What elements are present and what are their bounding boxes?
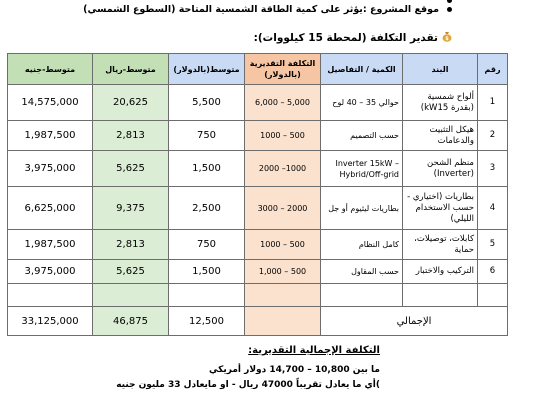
table-header-row: [8, 54, 508, 85]
cell-item: هيكل التثبيت والدعامات: [403, 121, 478, 151]
cell-usd: 2,500: [169, 187, 245, 230]
summary-line-equivalent: )أي ما يعادل تقريباً 47000 ريال - او مايعادل 33 مليون جنيه: [116, 380, 380, 390]
header-usd: متوسط(بالدولار): [169, 54, 245, 85]
bullet-dot-icon: [447, 7, 452, 12]
cell-spec: حوالي 35 – 40 لوح: [321, 85, 403, 121]
cell-spec: Inverter 15kW – Hybrid/Off-grid: [321, 151, 403, 187]
cell-num: 6: [478, 260, 508, 284]
cell-blank: [403, 284, 478, 307]
table-row-blank: [8, 284, 508, 307]
bullet-text: موقع المشروع :يؤثر على كمية الطاقة الشمسية المتاحة (السطوع الشمسي): [83, 4, 439, 15]
cell-egp: 6,625,000: [8, 187, 93, 230]
cell-spec: بطاريات ليثيوم أو جل: [321, 187, 403, 230]
cell-blank: [245, 284, 321, 307]
cell-blank: [478, 284, 508, 307]
total-egp: 33,125,000: [8, 307, 93, 336]
cell-item: كابلات، توصيلات، حماية: [403, 230, 478, 260]
header-num: رقم: [478, 54, 508, 85]
cell-num: 2: [478, 121, 508, 151]
cell-range: 6,000 – 5,000: [245, 85, 321, 121]
header-sar: متوسط-ريال: [93, 54, 169, 85]
table-row: [8, 151, 508, 187]
table-row: [8, 85, 508, 121]
cell-range: 3000 – 2000: [245, 187, 321, 230]
cell-egp: 3,975,000: [8, 260, 93, 284]
cell-range: 1000 – 500: [245, 230, 321, 260]
cell-item: التركيب والاختبار: [403, 260, 478, 284]
money-bag-icon: [442, 31, 452, 42]
header-range: التكلفة التقديرية (بالدولار): [245, 54, 321, 85]
cell-sar: 2,813: [93, 121, 169, 151]
cell-egp: 14,575,000: [8, 85, 93, 121]
cell-sar: 9,375: [93, 187, 169, 230]
cost-table: [7, 53, 508, 336]
cell-num: 1: [478, 85, 508, 121]
cell-sar: 2,813: [93, 230, 169, 260]
header-spec: الكمية / التفاصيل: [321, 54, 403, 85]
cell-egp: 1,987,500: [8, 121, 93, 151]
cell-sar: 5,625: [93, 260, 169, 284]
table-row: [8, 121, 508, 151]
cell-sar: 20,625: [93, 85, 169, 121]
total-range-blank: [245, 307, 321, 336]
cell-blank: [93, 284, 169, 307]
table-row-total: [8, 307, 508, 336]
cell-item: ألواح شمسية (بقدرة kW15): [403, 85, 478, 121]
cell-blank: [169, 284, 245, 307]
section-title-text: تقدير التكلفة (لمحطة 15 كيلووات):: [253, 32, 438, 44]
header-item: البند: [403, 54, 478, 85]
cell-blank: [321, 284, 403, 307]
summary-title: التكلفة الإجمالية التقديرية:: [248, 345, 380, 356]
total-sar: 46,875: [93, 307, 169, 336]
cell-num: 5: [478, 230, 508, 260]
cell-num: 4: [478, 187, 508, 230]
cell-range: 1000 – 500: [245, 121, 321, 151]
total-usd: 12,500: [169, 307, 245, 336]
cell-egp: 3,975,000: [8, 151, 93, 187]
cell-usd: 5,500: [169, 85, 245, 121]
bullet-line-location: [0, 4, 452, 16]
cell-item: بطاريات (اختياري - حسب الاستخدام الليلي): [403, 187, 478, 230]
cell-num: 3: [478, 151, 508, 187]
cell-egp: 1,987,500: [8, 230, 93, 260]
summary-line-usd: ما بين 10,800 – 14,700 دولار أمريكي: [209, 365, 380, 375]
cell-range: 2000 –1000: [245, 151, 321, 187]
cell-spec: حسب التصميم: [321, 121, 403, 151]
cell-usd: 750: [169, 121, 245, 151]
cell-item: منظم الشحن (Inverter): [403, 151, 478, 187]
svg-text:$: $: [445, 36, 449, 42]
cell-usd: 750: [169, 230, 245, 260]
section-title: [254, 31, 452, 45]
table-row: [8, 230, 508, 260]
table-row: [8, 260, 508, 284]
bullet-dot-icon: [447, 0, 452, 3]
cell-spec: كامل النظام: [321, 230, 403, 260]
cell-usd: 1,500: [169, 260, 245, 284]
cell-usd: 1,500: [169, 151, 245, 187]
total-label: الإجمالي: [321, 307, 508, 336]
cell-spec: حسب المقاول: [321, 260, 403, 284]
cell-range: 1,000 – 500: [245, 260, 321, 284]
cell-sar: 5,625: [93, 151, 169, 187]
table-row: [8, 187, 508, 230]
cell-blank: [8, 284, 93, 307]
header-egp: متوسط-جنيه: [8, 54, 93, 85]
